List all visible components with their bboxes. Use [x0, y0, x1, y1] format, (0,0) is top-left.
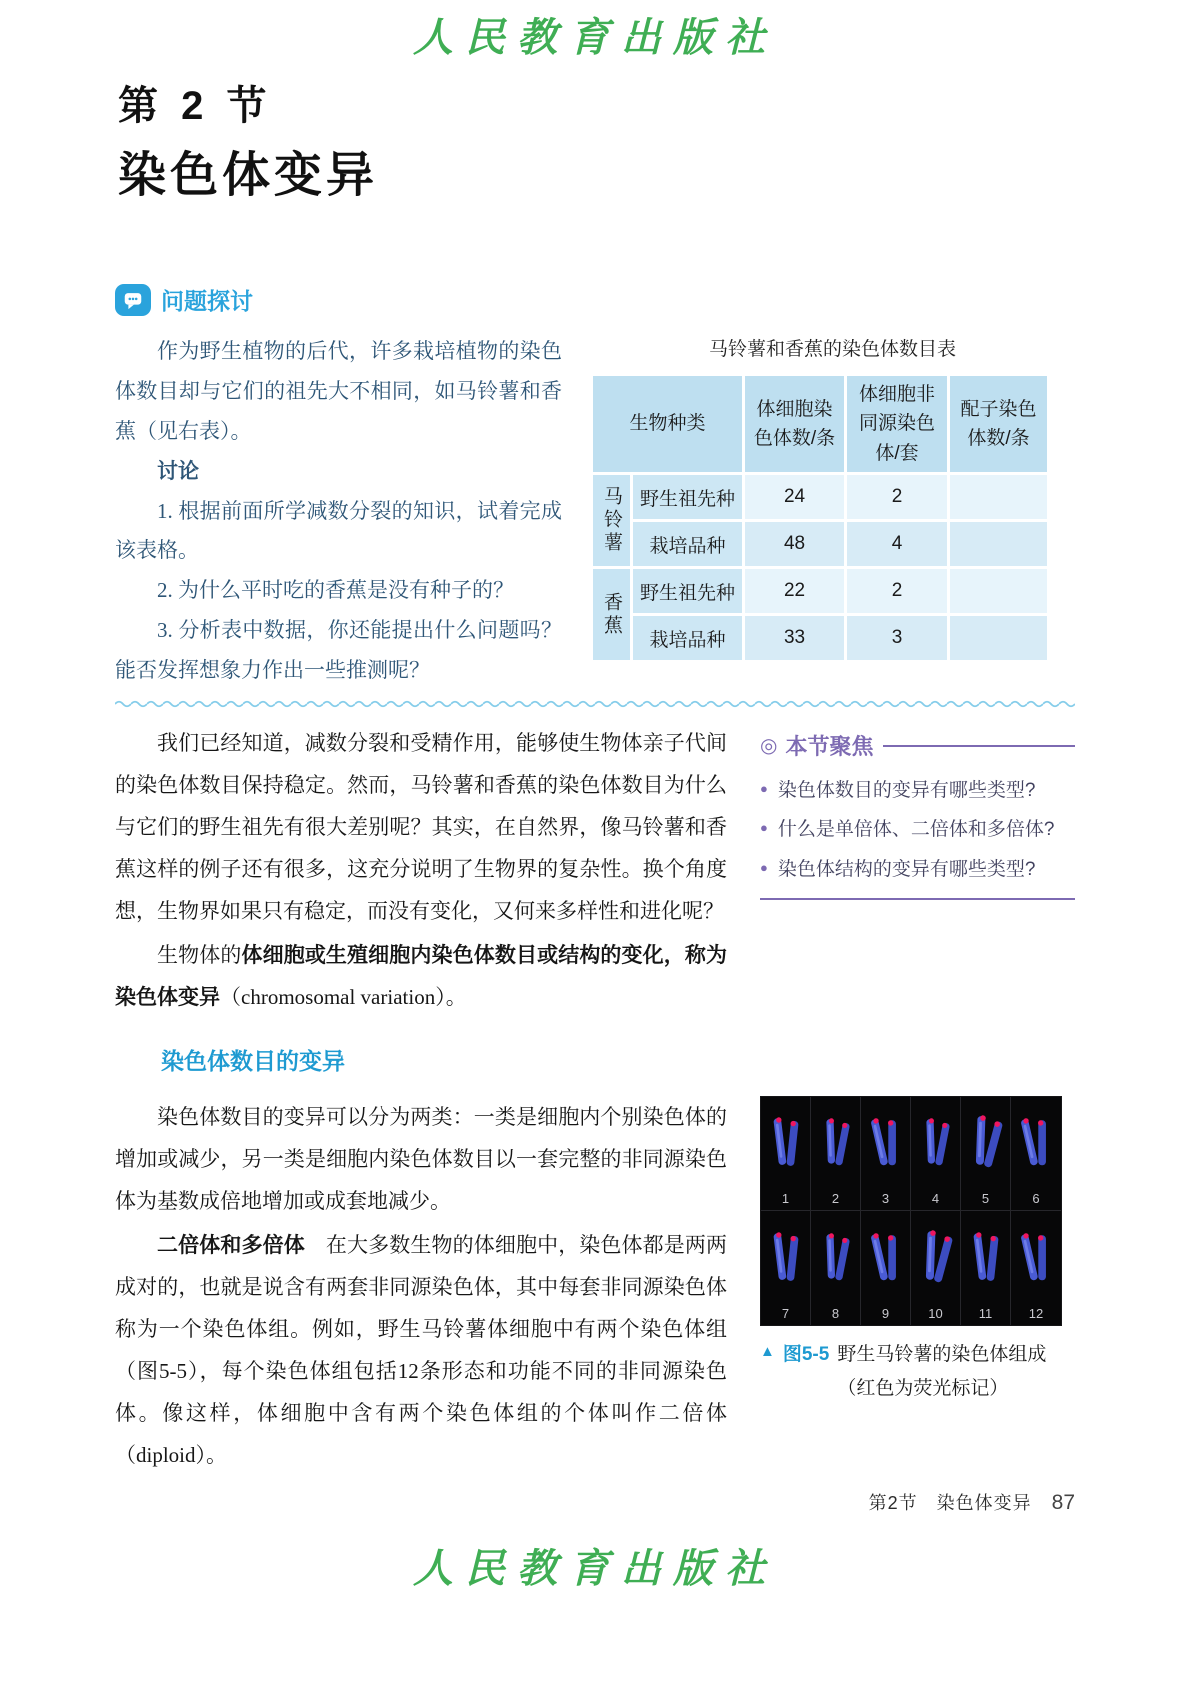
chromosome-number-label: 4 [931, 1190, 940, 1206]
focus-item-label: 染色体数目的变异有哪些类型? [777, 780, 1036, 801]
chromosome-number-label: 9 [881, 1305, 890, 1321]
diploid-lead: 二倍体和多倍体 [157, 1233, 305, 1257]
figure-caption-label: 图5-5 [782, 1343, 830, 1365]
problem-discussion-section [115, 283, 1075, 691]
variety-cell: 野生祖先种 [632, 474, 744, 521]
focus-item [760, 854, 1075, 886]
header-species: 生物种类 [592, 375, 744, 474]
page-number: 87 [1051, 1491, 1075, 1514]
figure-caption-text [837, 1340, 1046, 1405]
chromosome-number-label: 11 [978, 1305, 993, 1321]
chromosome-tile [961, 1211, 1011, 1325]
chromosome-tile [961, 1097, 1011, 1211]
triangle-marker-icon: ▲ [760, 1343, 775, 1360]
speech-bubble-icon [115, 284, 151, 316]
page-title: 染色体变异 [118, 149, 379, 202]
section-focus-title: 本节聚焦 [785, 734, 874, 759]
table-header-row [592, 375, 1049, 474]
chromosome-pair-icon [768, 1225, 804, 1299]
discussion-question-2: 2. 为什么平时吃的香蕉是没有种子的？ [157, 578, 514, 603]
focus-title-rule [883, 745, 1075, 747]
chromosome-pair-icon [864, 1109, 908, 1186]
body-paragraph-3 [115, 1224, 727, 1476]
chromosome-tile [811, 1097, 861, 1211]
table-row [592, 521, 1049, 568]
chromosome-tile [761, 1097, 811, 1211]
sets-count-cell: 4 [846, 521, 949, 568]
focus-item [760, 775, 1075, 807]
chromosome-tile [861, 1211, 911, 1325]
somatic-count-cell: 22 [744, 568, 846, 615]
species-group-potato: 马铃薯 [592, 474, 632, 568]
variety-cell: 栽培品种 [632, 521, 744, 568]
figure-caption-main: 野生马铃薯的染色体组成 [837, 1343, 1047, 1365]
definition-bold: 体细胞或生殖细胞内染色体数目或结构的变化，称为染色体变异 [115, 943, 728, 1009]
chromosome-pair-icon [768, 1110, 804, 1184]
chromosome-number-label: 10 [928, 1305, 943, 1321]
body-text-column [115, 722, 727, 1476]
problem-discussion-header [115, 283, 1075, 316]
section-focus-box [760, 730, 1075, 900]
body-paragraph-2: 染色体数目的变异可以分为两类：一类是细胞内个别染色体的增加或减少，另一类是细胞内染色体数目以一套完整的非同源染色体为基数成倍地增加或成套地减少。 [115, 1105, 727, 1213]
chromosome-pair-icon [961, 1106, 1010, 1188]
chromosome-tile [911, 1097, 961, 1211]
focus-bottom-rule [760, 898, 1075, 900]
chromosome-number-table [590, 373, 1050, 663]
bullet-icon: ● [760, 820, 768, 836]
target-circle-icon: ◎ [760, 735, 778, 757]
focus-item [760, 814, 1075, 846]
discussion-question-3: 3. 分析表中数据，你还能提出什么问题吗？能否发挥想象力作出一些推测呢？ [115, 618, 562, 683]
chromosome-pair-icon [815, 1111, 855, 1184]
chromosome-number-label: 8 [831, 1305, 840, 1321]
bullet-icon: ● [760, 781, 768, 796]
chromosome-number-label: 7 [781, 1305, 790, 1321]
problem-discussion-text [115, 332, 562, 691]
gamete-count-cell [949, 474, 1049, 521]
footer-section-ref: 第2节 染色体变异 [868, 1493, 1032, 1513]
chromosome-number-label: 12 [1028, 1305, 1044, 1321]
chromosome-pair-icon [968, 1225, 1004, 1299]
sets-count-cell: 2 [846, 474, 949, 521]
chromosome-tile [1011, 1097, 1061, 1211]
definition-paragraph [115, 934, 727, 1018]
variety-cell: 野生祖先种 [632, 568, 744, 615]
wavy-divider [115, 698, 1075, 710]
table-row [592, 568, 1049, 615]
chromosome-pair-icon [815, 1225, 855, 1298]
somatic-count-cell: 33 [744, 615, 846, 662]
pd-intro-paragraph: 作为野生植物的后代，许多栽培植物的染色体数目却与它们的祖先大不相同，如马铃薯和香蕉（见右表）。 [115, 339, 562, 443]
section-focus-header [760, 730, 1075, 761]
body-paragraph-1: 我们已经知道，减数分裂和受精作用，能够使生物体亲子代间的染色体数目保持稳定。然而，马铃薯和香蕉的染色体数目为什么与它们的野生祖先有很大差别呢？其实，在自然界，像马铃薯和香蕉这样的例子还有很多，这充分说明了生物界的复杂性。换个角度想，生物界如果只有稳定，而没有变化，又何来多样性和进化呢？ [115, 731, 727, 923]
chromosome-table-panel [590, 332, 1075, 691]
publisher-logo-bottom: 人民教育出版社 [413, 1545, 777, 1592]
definition-tail: （chromosomal variation）。 [220, 985, 467, 1009]
discussion-question-1: 1. 根据前面所学减数分裂的知识，试着完成该表格。 [115, 498, 562, 563]
table-row [592, 615, 1049, 662]
subsection-title: 染色体数目的变异 [161, 1048, 345, 1074]
focus-item-list [760, 775, 1075, 886]
diploid-text: 在大多数生物的体细胞中，染色体都是两两成对的，也就是说含有两套非同源染色体，其中每套非同源染色体称为一个染色体组。例如，野生马铃薯体细胞中有两个染色体组（图5-5），每个染色体组包括12条形态和功能不同的非同源染色体。像这样，体细胞中含有两个染色体组的个体叫作二倍体（diploid）。 [115, 1233, 728, 1467]
chromosome-tile [911, 1211, 961, 1325]
chromosome-micrograph [760, 1096, 1062, 1326]
species-group-banana: 香蕉 [592, 568, 632, 662]
chromosome-pair-icon [911, 1221, 960, 1303]
problem-discussion-title: 问题探讨 [161, 288, 253, 314]
header-somatic-count: 体细胞染色体数/条 [744, 375, 846, 474]
chromosome-pair-icon [1014, 1109, 1058, 1186]
chromosome-number-label: 1 [781, 1190, 790, 1206]
gamete-count-cell [949, 568, 1049, 615]
header-gamete-count: 配子染色体数/条 [949, 375, 1049, 474]
problem-discussion-body [115, 332, 1075, 691]
definition-lead: 生物体的 [157, 943, 242, 967]
figure-caption-note: （红色为荧光标记） [837, 1378, 1009, 1400]
chromosome-tile [761, 1211, 811, 1325]
chromosome-tile [811, 1211, 861, 1325]
chromosome-pair-icon [1014, 1223, 1058, 1300]
table-row [592, 474, 1049, 521]
sets-count-cell: 3 [846, 615, 949, 662]
discussion-label: 讨论 [157, 458, 199, 483]
chromosome-number-label: 5 [981, 1190, 990, 1206]
somatic-count-cell: 24 [744, 474, 846, 521]
publisher-logo-top: 人民教育出版社 [413, 14, 777, 61]
sets-count-cell: 2 [846, 568, 949, 615]
chromosome-number-label: 3 [881, 1190, 890, 1206]
page-footer [869, 1489, 1075, 1515]
chromosome-number-label: 6 [1032, 1190, 1040, 1206]
focus-item-label: 染色体结构的变异有哪些类型? [777, 858, 1036, 880]
chromosome-pair-icon [864, 1223, 908, 1300]
main-content [115, 722, 1075, 1476]
focus-item-label: 什么是单倍体、二倍体和多倍体? [777, 819, 1055, 841]
bullet-icon: ● [760, 859, 768, 875]
table-title: 马铃薯和香蕉的染色体数目表 [708, 339, 956, 360]
chromosome-number-label: 2 [831, 1190, 840, 1206]
gamete-count-cell [949, 521, 1049, 568]
gamete-count-cell [949, 615, 1049, 662]
figure-caption [760, 1340, 1075, 1405]
chromosome-tile [1011, 1211, 1061, 1325]
chromosome-tile [861, 1097, 911, 1211]
chromosome-pair-icon [915, 1111, 955, 1184]
section-number: 第 2 节 [118, 84, 273, 128]
variety-cell: 栽培品种 [632, 615, 744, 662]
sidebar-column [760, 722, 1075, 1476]
somatic-count-cell: 48 [744, 521, 846, 568]
header-nonhomologous-sets: 体细胞非同源染色体/套 [846, 375, 949, 474]
